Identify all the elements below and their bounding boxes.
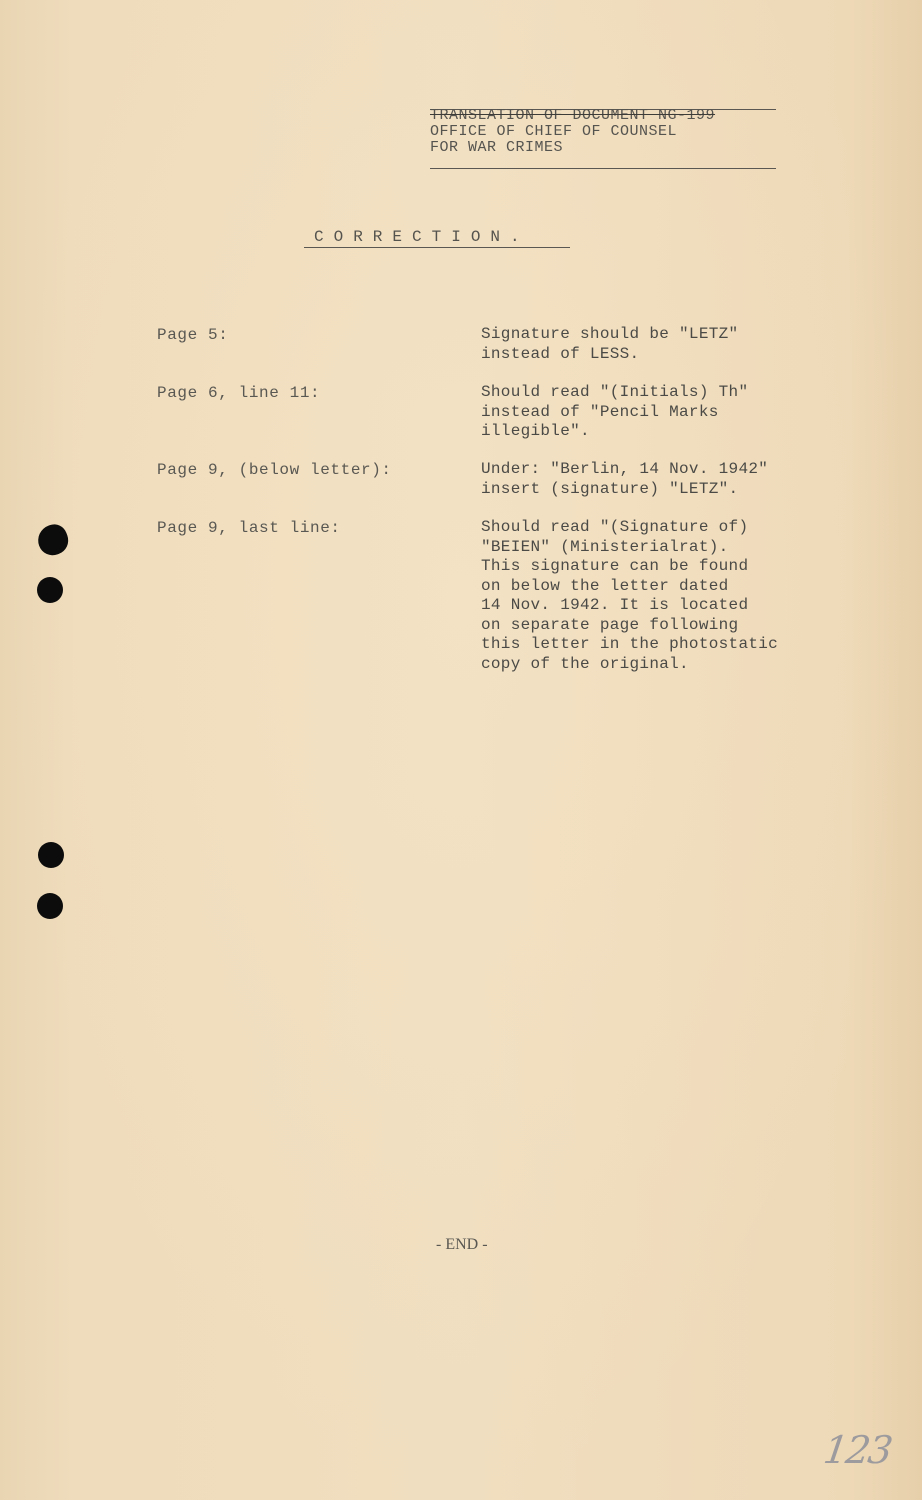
correction-text-1: Signature should be "LETZ" instead of LESS.	[481, 325, 739, 363]
end-mark: - END -	[436, 1236, 488, 1253]
header-office-line: OFFICE OF CHIEF OF COUNSEL	[430, 123, 678, 140]
correction-text-4: Should read "(Signature of) "BEIEN" (Ministerialrat). This signature can be found on below the letter dated 14 Nov. 1942. It is located on separate page following this letter in the photostatic copy of the original.	[481, 518, 779, 673]
header-bottom-rule	[430, 168, 776, 169]
correction-text-3: Under: "Berlin, 14 Nov. 1942" insert (signature) "LETZ".	[481, 460, 769, 498]
document-header	[430, 108, 776, 156]
correction-text-2: Should read "(Initials) Th" instead of "Pencil Marks illegible".	[481, 383, 749, 440]
header-translation-line: TRANSLATION OF DOCUMENT NG-199	[430, 107, 716, 124]
page-title: CORRECTION.	[314, 228, 530, 246]
punch-hole-2	[37, 577, 63, 603]
handwritten-page-number: 123	[820, 1428, 894, 1472]
correction-label-1: Page 5:	[157, 326, 229, 344]
punch-hole-4	[37, 893, 63, 919]
correction-label-2: Page 6, line 11:	[157, 384, 321, 402]
punch-hole-3	[38, 842, 64, 868]
header-war-crimes-line: FOR WAR CRIMES	[430, 139, 564, 156]
title-underline	[304, 247, 570, 248]
correction-label-4: Page 9, last line:	[157, 519, 341, 537]
punch-hole-1	[34, 521, 72, 559]
correction-label-3: Page 9, (below letter):	[157, 461, 392, 479]
